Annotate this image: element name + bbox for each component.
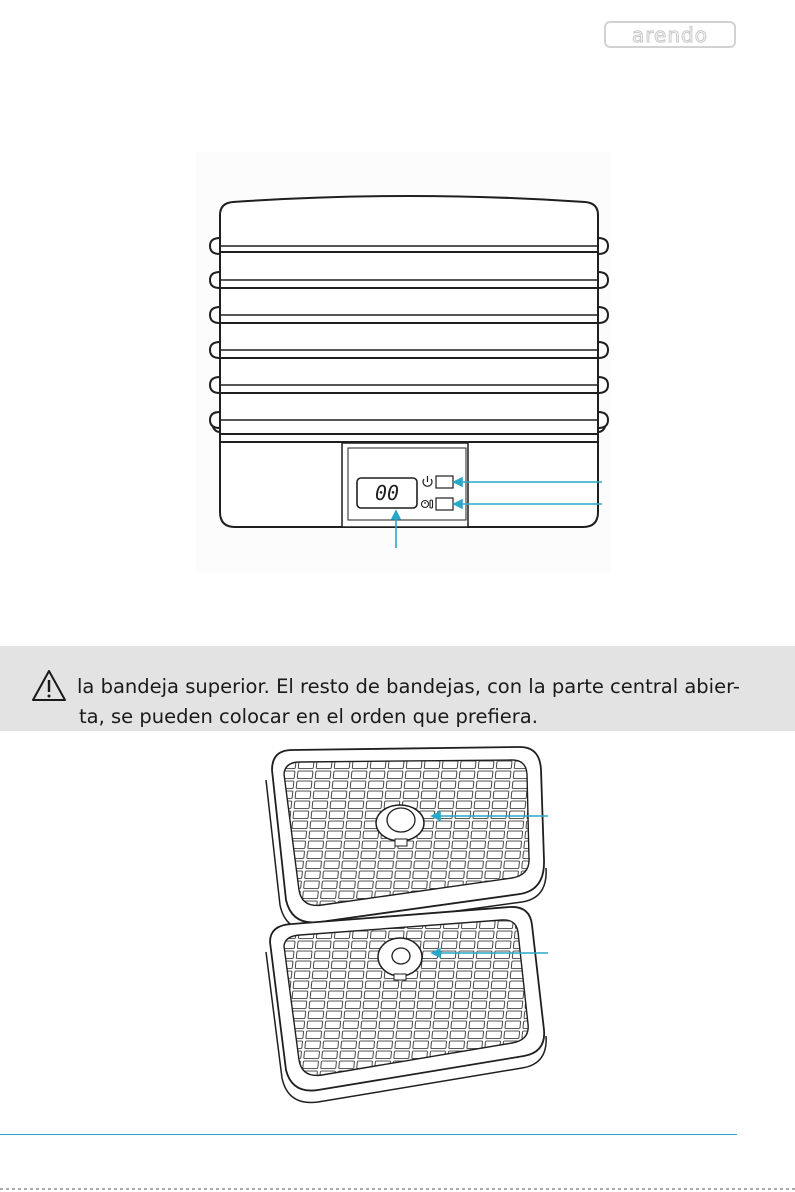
footer-rule xyxy=(0,1134,737,1135)
warning-line-1: la bandeja superior. El resto de bandejas, con la parte central abier- xyxy=(77,675,740,698)
dehydrator-illustration xyxy=(210,196,608,527)
warning-line-2: ta, se pueden colocar en el orden que prefiera. xyxy=(79,705,538,728)
upper-tray-illustration xyxy=(266,747,546,930)
lower-tray-illustration xyxy=(266,907,546,1103)
brand-logo: arendo xyxy=(604,21,736,48)
display-readout: 00 xyxy=(374,481,400,505)
page-cut-line xyxy=(0,1188,795,1190)
warning-text xyxy=(77,672,767,732)
warning-triangle-icon xyxy=(30,668,68,704)
